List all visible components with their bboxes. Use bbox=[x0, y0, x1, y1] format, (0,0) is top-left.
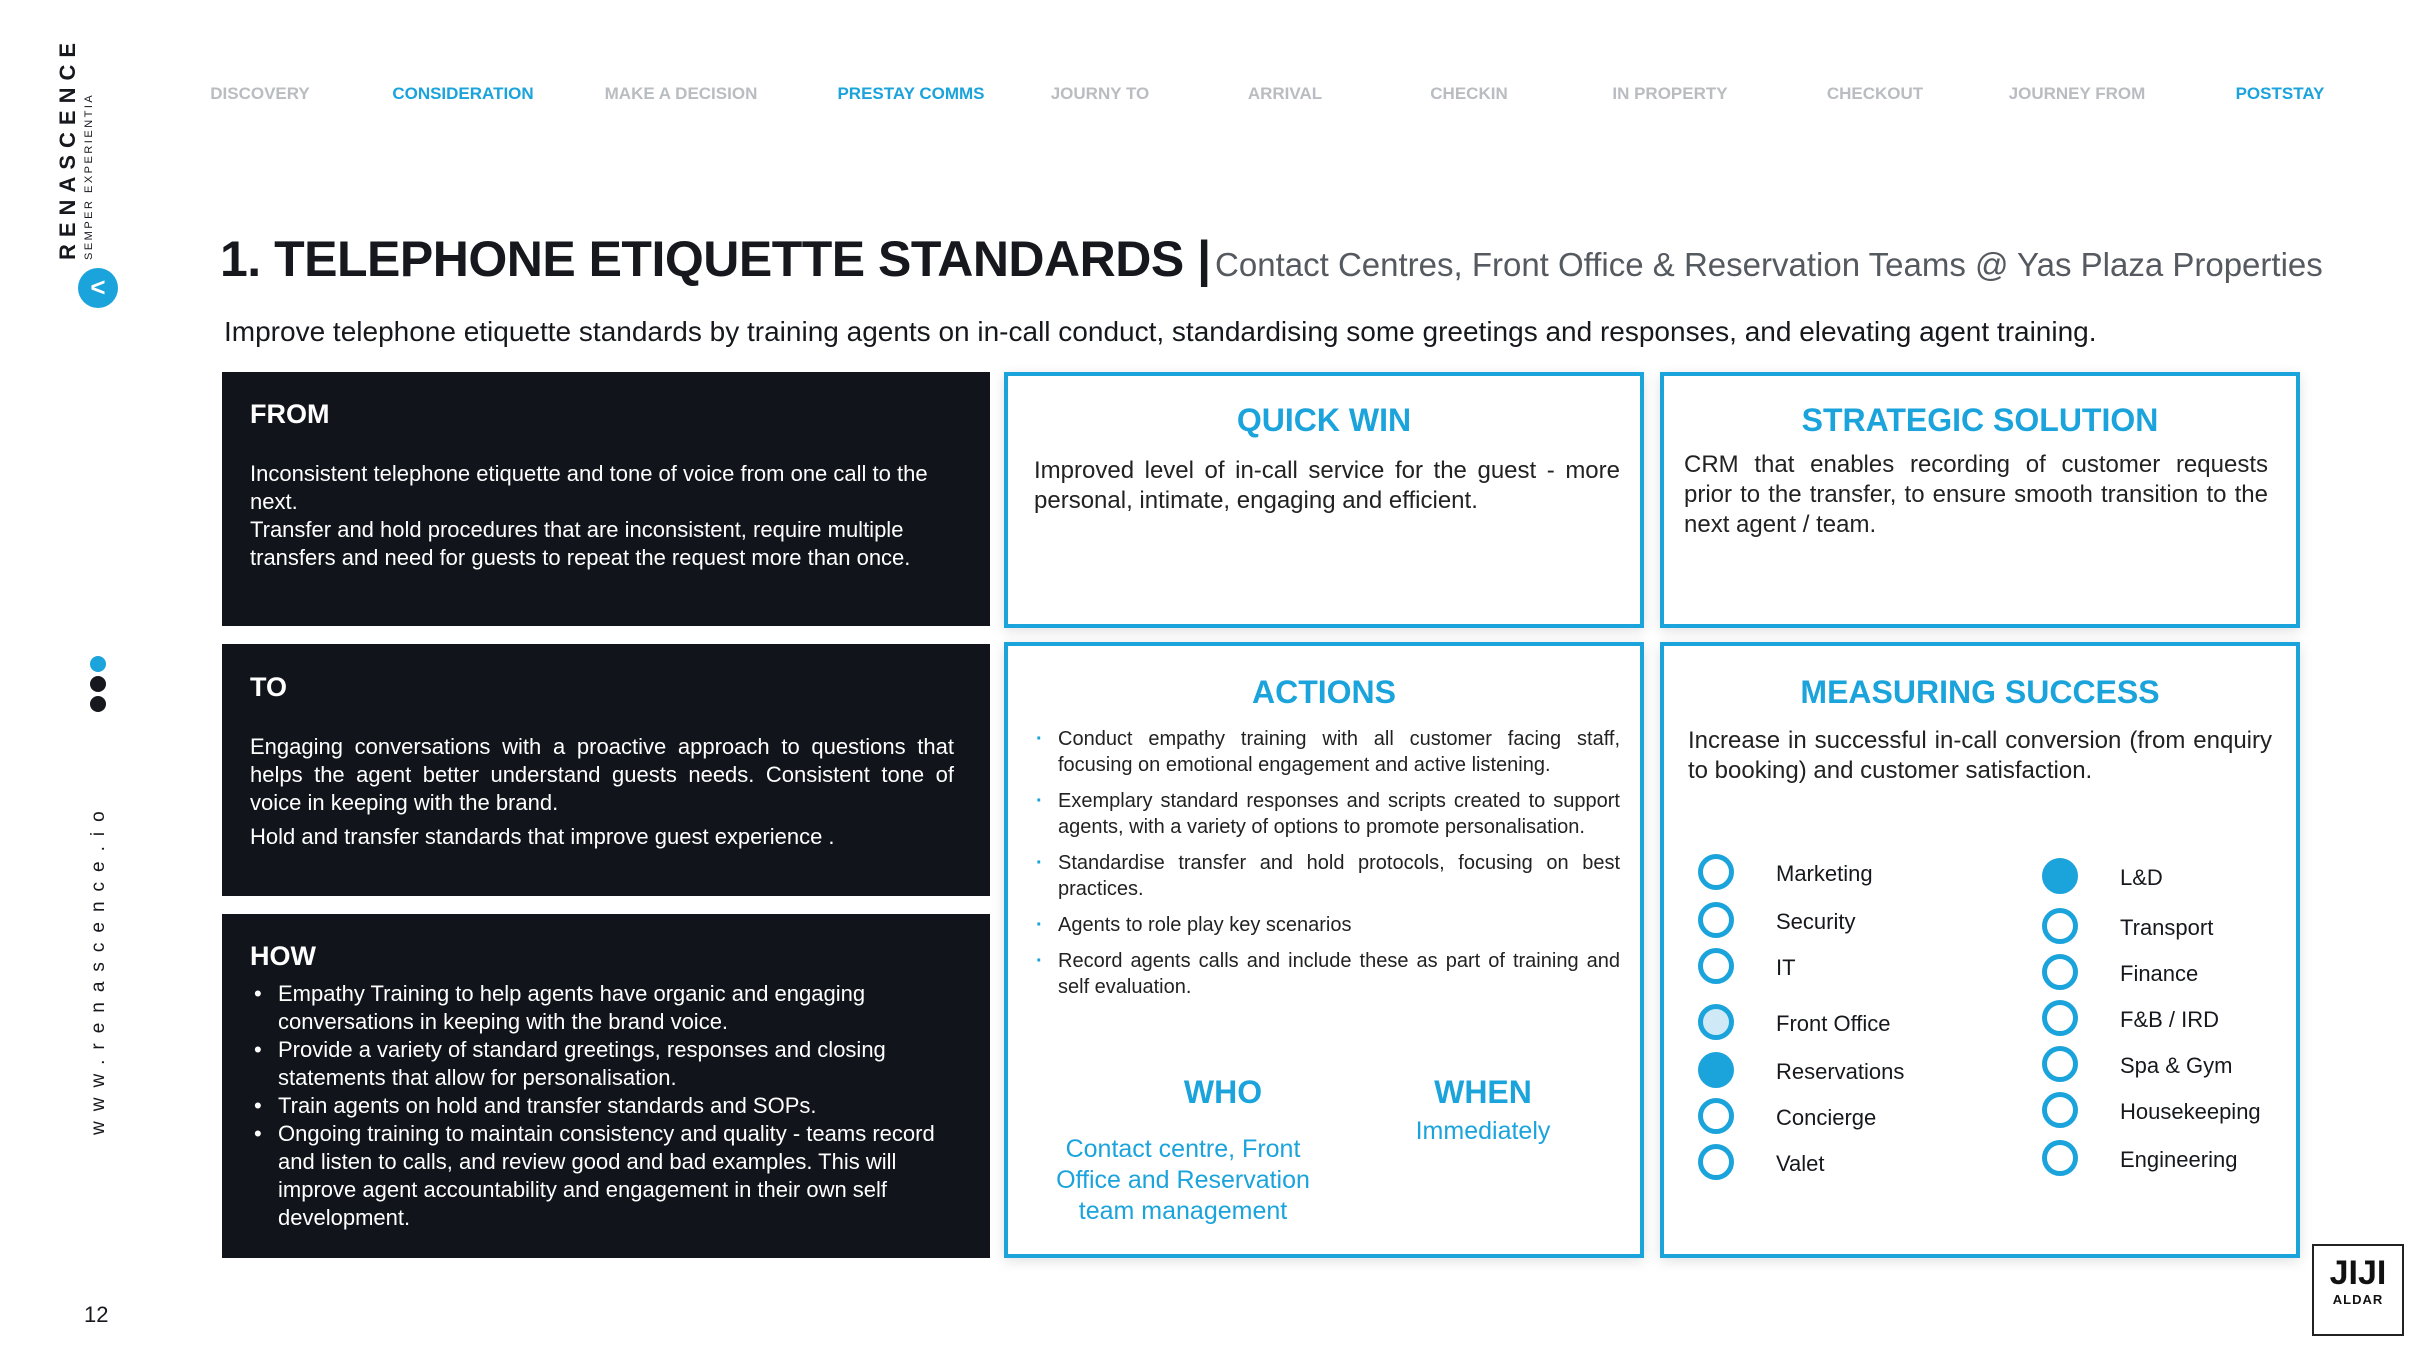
brand-tagline: SEMPER EXPERIENTIA bbox=[83, 92, 95, 260]
when-heading: WHEN bbox=[1434, 1074, 1532, 1110]
title-main: 1. TELEPHONE ETIQUETTE STANDARDS | bbox=[220, 231, 1211, 287]
brand-badge-icon: < bbox=[78, 268, 118, 308]
department-label: Transport bbox=[2120, 915, 2214, 940]
measuring-success-box bbox=[1660, 642, 2300, 1258]
action-item: · Record agents calls and include these as part of training and self evaluation. bbox=[1034, 948, 1620, 1000]
department-label: Valet bbox=[1776, 1151, 1825, 1176]
department-label: Front Office bbox=[1776, 1011, 1891, 1036]
to-paragraph: Engaging conversations with a proactive approach to questions that helps the agent better understand guests needs. Consistent tone of voice in keeping with the brand. bbox=[250, 734, 954, 815]
who-heading: WHO bbox=[1183, 1074, 1263, 1110]
nav-step-3[interactable]: PRESTAY COMMS bbox=[837, 84, 985, 103]
action-item: · Agents to role play key scenarios bbox=[1034, 912, 1620, 938]
department-circle-icon bbox=[1698, 1052, 1734, 1088]
how-item: • Provide a variety of standard greetings, responses and closing statements that allow for personalisation. bbox=[250, 1036, 954, 1092]
aldar-logo-text: ALDAR bbox=[2332, 1292, 2384, 1307]
action-item: · Conduct empathy training with all customer facing staff, focusing on emotional engagement and active listening. bbox=[1034, 726, 1620, 778]
department-circle-icon bbox=[2042, 954, 2078, 990]
department-circle-icon bbox=[1698, 902, 1734, 938]
action-item: · Standardise transfer and hold protocols, focusing on best practices. bbox=[1034, 850, 1620, 902]
brand-name: RENASCENCE bbox=[55, 35, 80, 260]
when-text: Immediately bbox=[1415, 1117, 1551, 1145]
to-box bbox=[222, 644, 990, 896]
department-label: Security bbox=[1776, 909, 1856, 934]
nav-step-8[interactable]: CHECKOUT bbox=[1826, 84, 1924, 103]
department-circle-icon bbox=[1698, 1004, 1734, 1040]
nav-step-7[interactable]: IN PROPERTY bbox=[1612, 84, 1728, 103]
how-item: • Train agents on hold and transfer standards and SOPs. bbox=[250, 1092, 954, 1120]
department-label: F&B / IRD bbox=[2120, 1007, 2220, 1032]
aldar-logo bbox=[2312, 1244, 2404, 1336]
department-label: Housekeeping bbox=[2120, 1099, 2261, 1124]
nav-step-10[interactable]: POSTSTAY bbox=[2235, 84, 2325, 103]
indicator-dot-active bbox=[90, 656, 106, 672]
indicator-dot bbox=[90, 696, 106, 712]
department-circle-icon bbox=[1698, 1098, 1734, 1134]
strategic-solution-text: CRM that enables recording of customer requests prior to the transfer, to ensure smooth transition to the next agent / team. bbox=[1684, 451, 2268, 538]
from-heading: FROM bbox=[250, 399, 330, 429]
nav-step-6[interactable]: CHECKIN bbox=[1430, 84, 1508, 103]
department-label: Reservations bbox=[1776, 1059, 1905, 1084]
department-circle-icon bbox=[1698, 948, 1734, 984]
page-number: 12 bbox=[84, 1302, 109, 1327]
action-item: · Exemplary standard responses and scripts created to support agents, with a variety of options to promote personalisation. bbox=[1034, 788, 1620, 840]
to-paragraph: Hold and transfer standards that improve guest experience . bbox=[250, 824, 835, 849]
how-box bbox=[222, 914, 990, 1258]
how-list bbox=[250, 980, 954, 1232]
from-paragraph: Transfer and hold procedures that are inconsistent, require multiple transfers and need for guests to repeat the request more than once. bbox=[250, 517, 911, 570]
department-circle-icon bbox=[1698, 854, 1734, 890]
department-label: Spa & Gym bbox=[2120, 1053, 2233, 1078]
nav-step-4[interactable]: JOURNY TO bbox=[1050, 84, 1150, 103]
how-item: • Empathy Training to help agents have organic and engaging conversations in keeping with the brand voice. bbox=[250, 980, 954, 1036]
department-circle-icon bbox=[2042, 1046, 2078, 1082]
quick-win-heading: QUICK WIN bbox=[1236, 402, 1412, 438]
strategic-solution-heading: STRATEGIC SOLUTION bbox=[1801, 402, 2159, 438]
journey-nav bbox=[200, 84, 2340, 114]
actions-list bbox=[1034, 726, 1620, 1010]
nav-step-9[interactable]: JOURNEY FROM bbox=[2008, 84, 2146, 103]
department-circle-icon bbox=[1698, 1144, 1734, 1180]
title-subtitle: Contact Centres, Front Office & Reservation Teams @ Yas Plaza Properties bbox=[1215, 246, 2323, 283]
actions-heading: ACTIONS bbox=[1252, 674, 1396, 710]
to-heading: TO bbox=[250, 672, 288, 702]
brand-logo bbox=[55, 35, 95, 260]
quick-win-box bbox=[1004, 372, 1644, 628]
intro-text: Improve telephone etiquette standards by training agents on in-call conduct, standardising some greetings and responses, and elevating agent training. bbox=[224, 316, 2097, 347]
department-circle-icon bbox=[2042, 1140, 2078, 1176]
department-circle-icon bbox=[2042, 908, 2078, 944]
aldar-mark-icon: JIJI bbox=[2329, 1254, 2387, 1292]
department-label: Marketing bbox=[1776, 861, 1873, 886]
from-box bbox=[222, 372, 990, 626]
department-label: Finance bbox=[2120, 961, 2199, 986]
page-title bbox=[220, 230, 2323, 288]
who-text: Contact centre, Front Office and Reservation team management bbox=[1056, 1135, 1310, 1225]
department-circle-icon bbox=[2042, 1092, 2078, 1128]
nav-step-0[interactable]: DISCOVERY bbox=[210, 84, 310, 103]
actions-box bbox=[1004, 642, 1644, 1258]
how-item: • Ongoing training to maintain consistency and quality - teams record and listen to calls, and review good and bad examples. This will improve agent accountability and engagement in their own self development. bbox=[250, 1120, 954, 1232]
page-indicator bbox=[90, 656, 106, 716]
measuring-success-text: Increase in successful in-call conversion (from enquiry to booking) and customer satisfaction. bbox=[1688, 727, 2272, 784]
quick-win-text: Improved level of in-call service for the guest - more personal, intimate, engaging and efficient. bbox=[1034, 457, 1620, 514]
department-circle-icon bbox=[2042, 1000, 2078, 1036]
nav-step-1[interactable]: CONSIDERATION bbox=[392, 84, 534, 103]
website-url: www.renascence.io bbox=[88, 801, 109, 1135]
department-label: L&D bbox=[2120, 865, 2163, 890]
strategic-solution-box bbox=[1660, 372, 2300, 628]
measuring-success-heading: MEASURING SUCCESS bbox=[1800, 674, 2160, 710]
department-label: IT bbox=[1776, 955, 1796, 980]
nav-step-5[interactable]: ARRIVAL bbox=[1247, 84, 1323, 103]
department-label: Engineering bbox=[2120, 1147, 2238, 1172]
department-label: Concierge bbox=[1776, 1105, 1877, 1130]
how-heading: HOW bbox=[250, 941, 316, 971]
nav-step-2[interactable]: MAKE A DECISION bbox=[604, 84, 758, 103]
indicator-dot bbox=[90, 676, 106, 692]
department-circle-icon bbox=[2042, 858, 2078, 894]
from-paragraph: Inconsistent telephone etiquette and tone of voice from one call to the next. bbox=[250, 461, 928, 514]
